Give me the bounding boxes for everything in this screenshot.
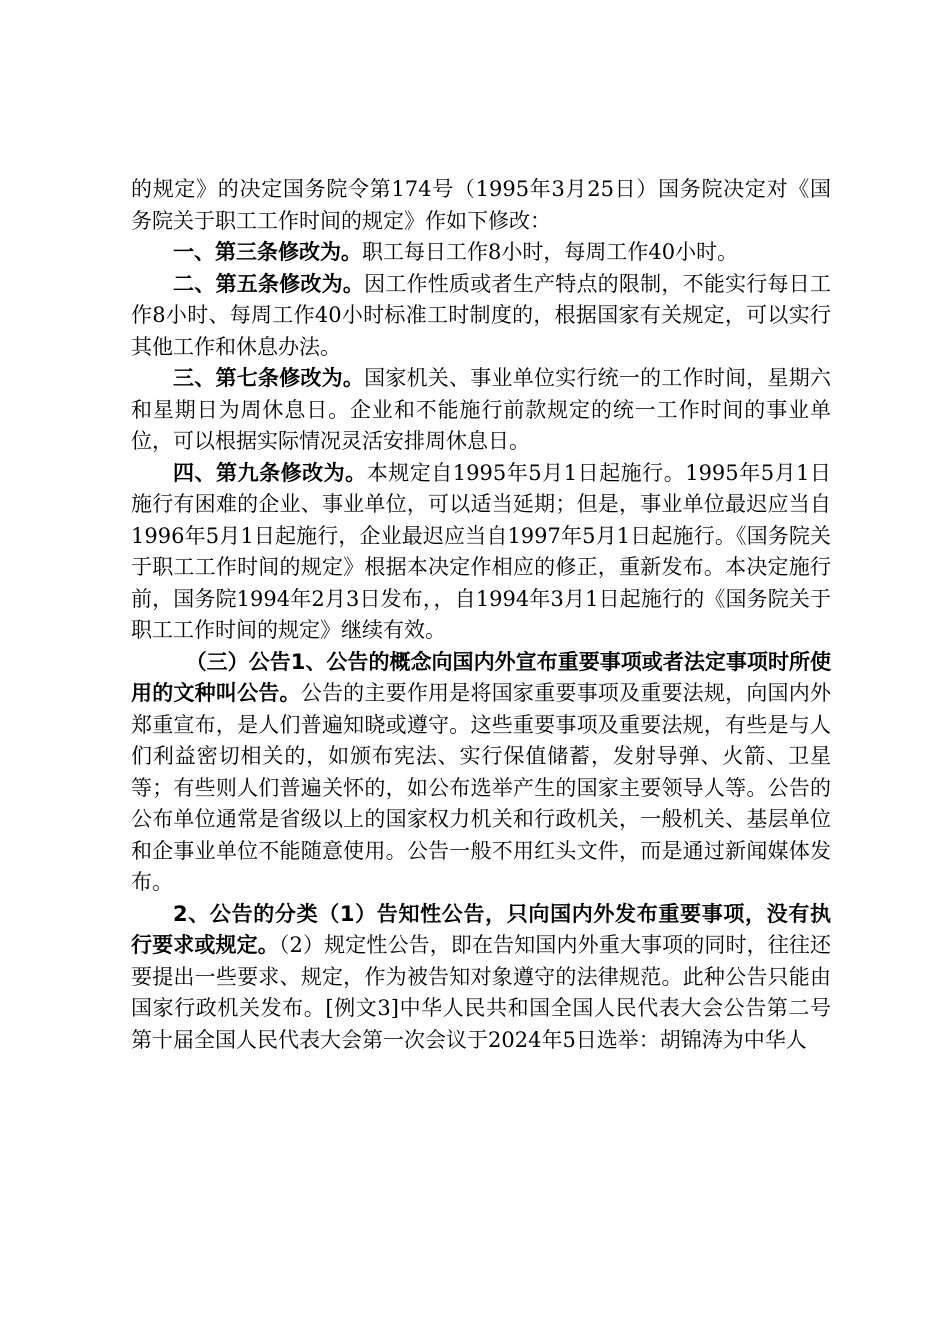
paragraph-4-body: 国家机关、事业单位实行统一的工作时间，星期六和星期日为周休息日。企业和不能施行前款规定的统一工作时间的事业单位，可以根据实际情况灵活安排周休息日。 — [131, 366, 832, 453]
paragraph-3-body: 因工作性质或者生产特点的限制，不能实行每日工作8小时、每周工作40小时标准工时制度的，根据国家有关规定，可以实行其他工作和休息办法。 — [131, 271, 832, 359]
document-page — [131, 174, 831, 1056]
paragraph-7-body: （2）规定性公告，即在告知国内外重大事项的同时，往往还要提出一些要求、规定，作为被告知对象遵守的法律规范。此种公告只能由国家行政机关发布。[例文3]中华人民共和国全国人民代表大会公告第二号第十届全国人民代表大会第一次会议于2024年5日选举：胡锦涛为中华人 — [131, 933, 832, 1052]
paragraph-1-body: 的规定》的决定国务院令第174号（1995年3月25日）国务院决定对《国务院关于职工工作时间的规定》作如下修改： — [131, 177, 831, 233]
paragraph-5-body: 本规定自1995年5月1日起施行。1995年5月1日施行有困难的企业、事业单位，可以适当延期；但是，事业单位最迟应当自1996年5月1日起施行，企业最迟应当自1997年5月1日起施行。《国务院关于职工工作时间的规定》根据本决定作相应的修正，重新发布。本决定施行前，国务院1994年2月3日发布，，自1994年3月1日起施行的《国务院关于职工工作时间的规定》继续有效。 — [131, 460, 831, 642]
paragraph-6 — [131, 647, 831, 899]
paragraph-2-heading: 一、第三条修改为。 — [173, 240, 362, 264]
paragraph-5-heading: 四、第九条修改为。 — [173, 460, 367, 485]
paragraph-3 — [131, 269, 831, 364]
paragraph-1 — [131, 174, 831, 237]
paragraph-4 — [131, 363, 831, 458]
paragraph-2-body: 职工每日工作8小时，每周工作40小时。 — [362, 240, 739, 264]
paragraph-3-heading: 二、第五条修改为。 — [173, 271, 365, 296]
paragraph-2 — [131, 237, 831, 269]
paragraph-6-body: 公告的主要作用是将国家重要事项及重要法规，向国内外郑重宣布，是人们普遍知晓或遵守。这些重要事项及重要法规，有些是与人们利益密切相关的，如颁布宪法、实行保值储蓄，发射导弹、火箭、卫星等；有些则人们普遍关怀的，如公布选举产生的国家主要领导人等。公告的公布单位通常是省级以上的国家权力机关和行政机关，一般机关、基层单位和企事业单位不能随意使用。公告一般不用红头文件，而是通过新闻媒体发布。 — [131, 681, 831, 894]
paragraph-6-heading: （三）公告1、公告的概念向国内外宣布重要事项或者法定事项时所使用的文种叫公告。 — [131, 649, 831, 705]
paragraph-5 — [131, 458, 831, 647]
paragraph-4-heading: 三、第七条修改为。 — [173, 366, 365, 390]
paragraph-7 — [131, 899, 831, 1057]
paragraph-7-heading: 2、公告的分类（1）告知性公告，只向国内外发布重要事项，没有执行要求或规定。 — [131, 901, 831, 957]
